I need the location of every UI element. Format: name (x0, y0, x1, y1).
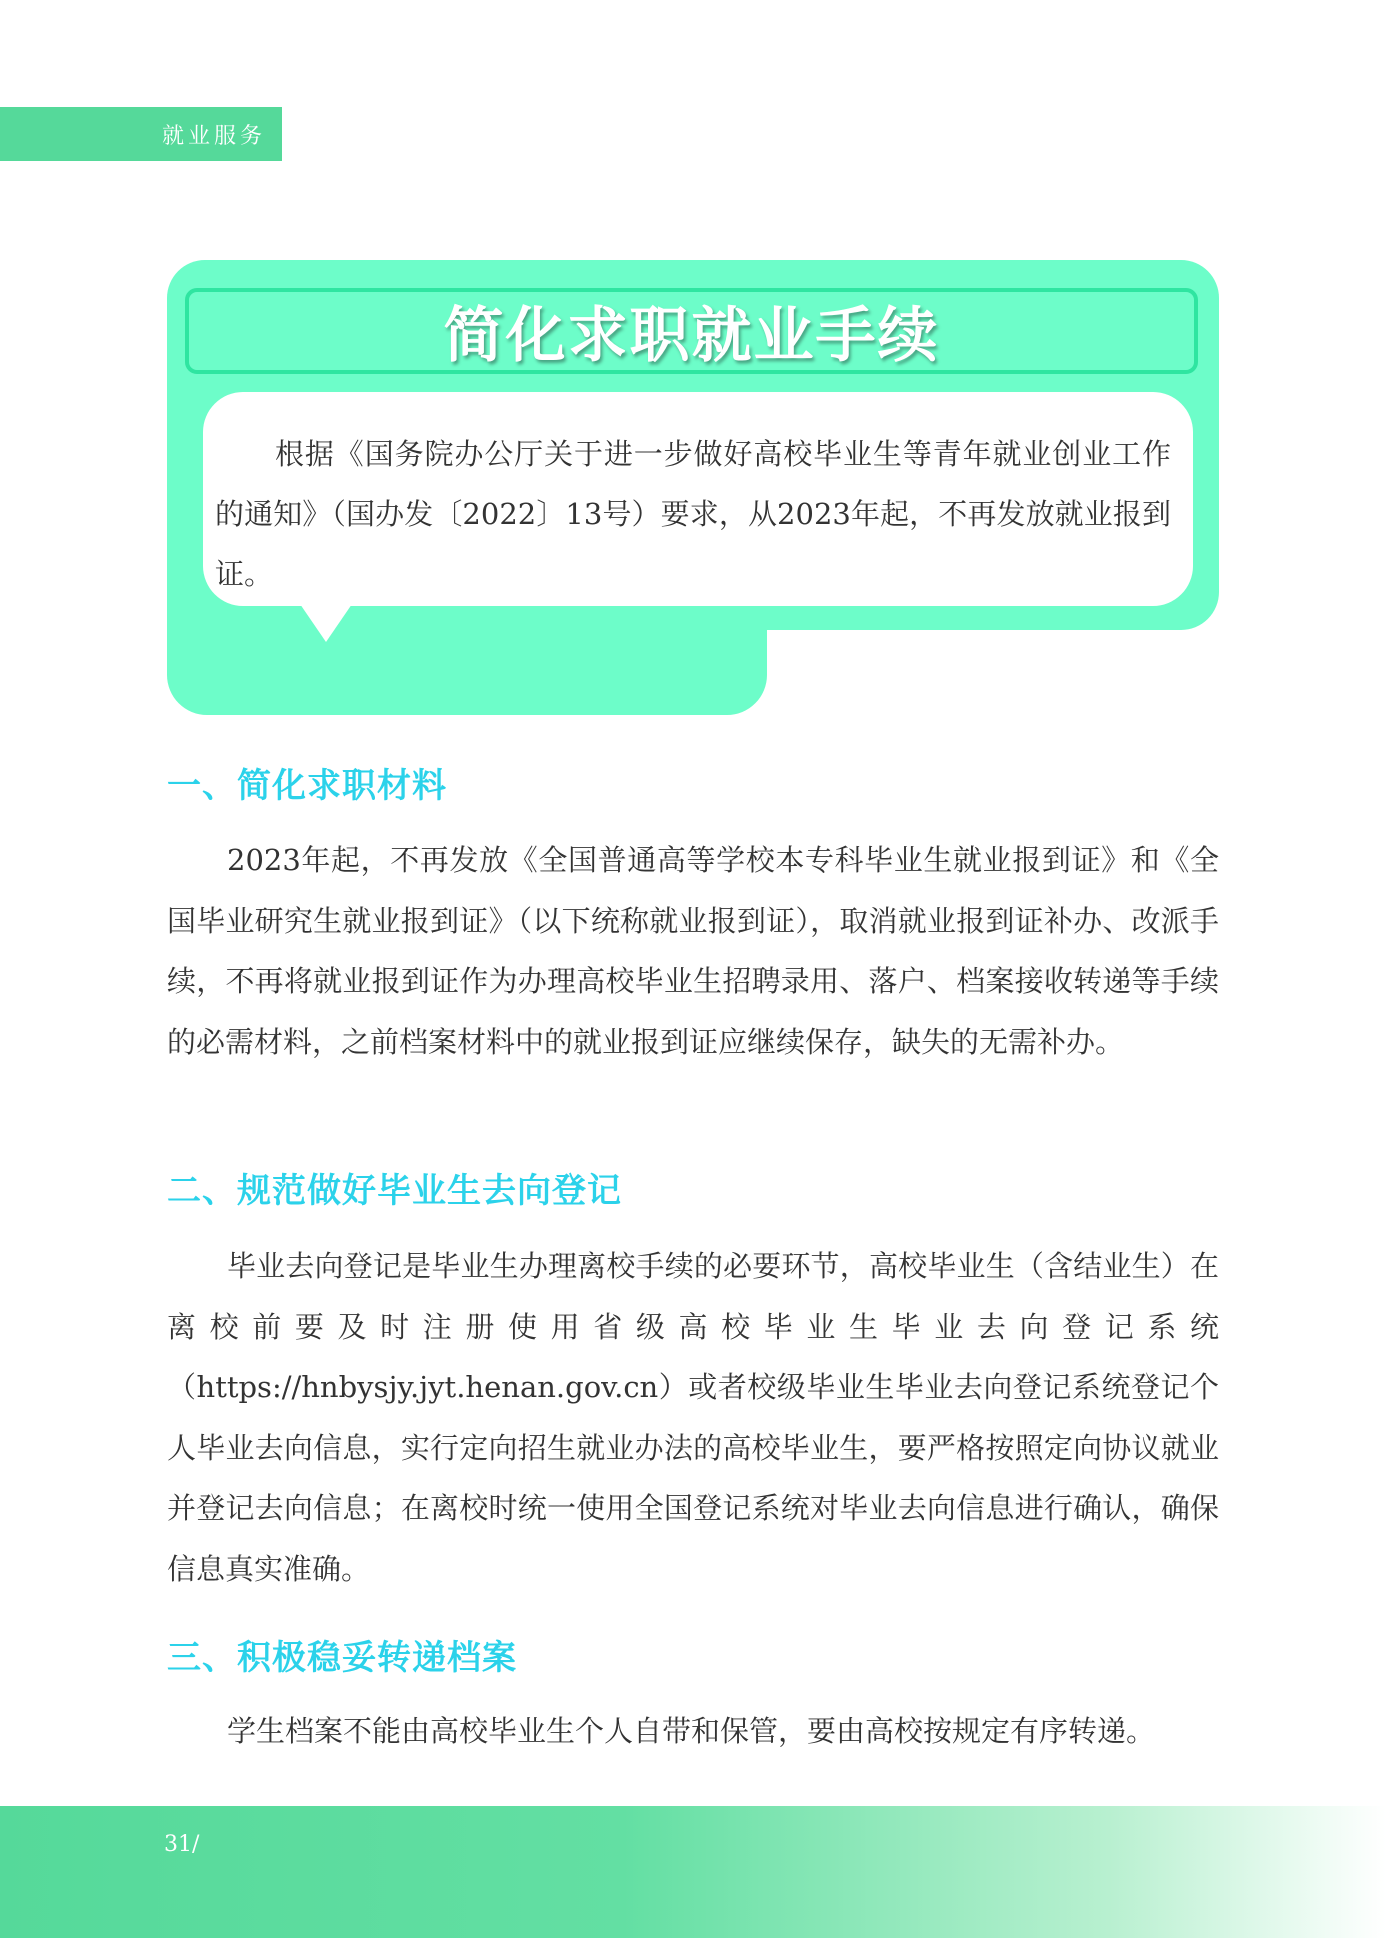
banner-text: 根据《国务院办公厅关于进一步做好高校毕业生等青年就业创业工作的通知》（国办发〔2022〕13号）要求，从2023年起，不再发放就业报到证。 (215, 437, 1171, 591)
banner-title-box (185, 288, 1198, 374)
footer-band (0, 1806, 1386, 1938)
speech-bubble-tail (300, 604, 352, 642)
section-label: 就业服务 (162, 124, 267, 149)
page-number: 31/ (164, 1832, 200, 1857)
banner-title: 简化求职就业手续 (443, 301, 940, 371)
section-body-2: 毕业去向登记是毕业生办理离校手续的必要环节，高校毕业生（含结业生）在离校前要及时注册使用省级高校毕业生毕业去向登记系统（https://hnbysjy.jyt.henan.gov.cn）或者校级毕业生毕业去向登记系统登记个人毕业去向信息，实行定向招生就业办法的高校毕业生，要严格按照定向协议就业并登记去向信息；在离校时统一使用全国登记系统对毕业去向信息进行确认，确保信息真实准确。 (167, 1249, 1219, 1586)
speech-bubble (203, 392, 1193, 606)
section-tab (0, 107, 282, 161)
section-heading-1: 一、简化求职材料 (167, 766, 447, 806)
section-body-3: 学生档案不能由高校毕业生个人自带和保管，要由高校按规定有序转递。 (227, 1714, 1156, 1748)
section-body-1: 2023年起，不再发放《全国普通高等学校本专科毕业生就业报到证》和《全国毕业研究生就业报到证》（以下统称就业报到证），取消就业报到证补办、改派手续，不再将就业报到证作为办理高校毕业生招聘录用、落户、档案接收转递等手续的必需材料，之前档案材料中的就业报到证应继续保存，缺失的无需补办。 (167, 843, 1219, 1059)
section-heading-3: 三、积极稳妥转递档案 (167, 1638, 517, 1678)
section-heading-2: 二、规范做好毕业生去向登记 (167, 1171, 622, 1211)
